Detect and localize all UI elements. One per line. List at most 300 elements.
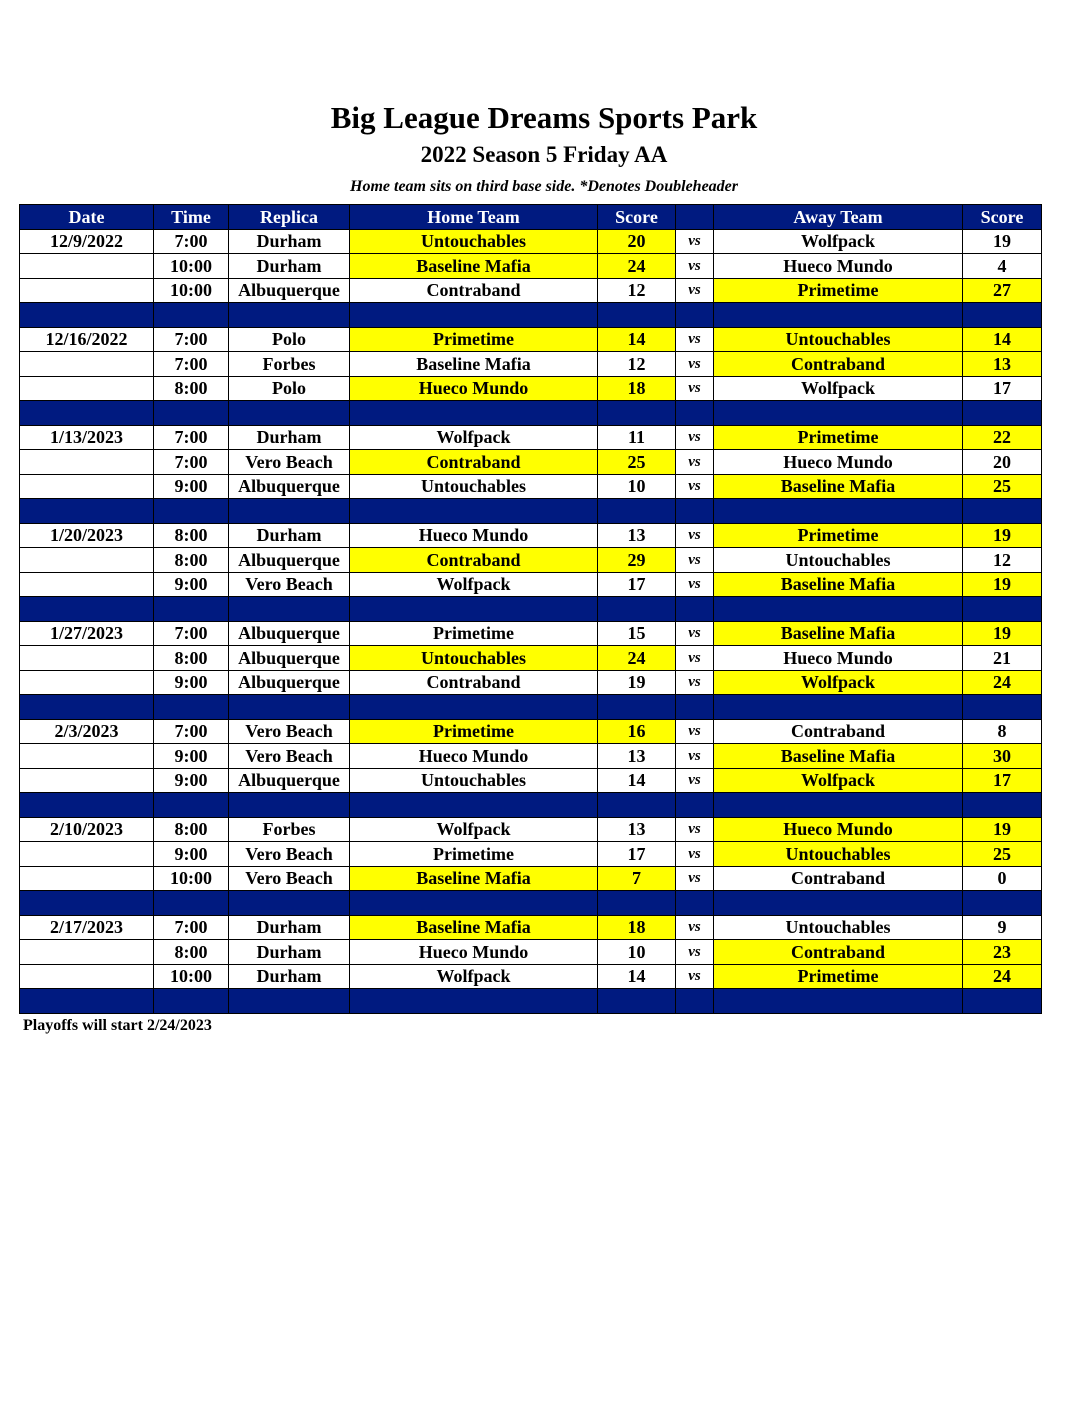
- time-cell: 7:00: [154, 621, 229, 646]
- separator-cell: [598, 989, 676, 1014]
- replica-cell: Albuquerque: [229, 548, 350, 573]
- home-score-cell: 14: [598, 964, 676, 989]
- date-cell: 2/3/2023: [20, 719, 154, 744]
- date-cell: 1/13/2023: [20, 425, 154, 450]
- separator-cell: [229, 597, 350, 622]
- home-team-cell: Hueco Mundo: [350, 523, 598, 548]
- away-score-cell: 13: [963, 352, 1042, 377]
- replica-cell: Vero Beach: [229, 450, 350, 475]
- vs-cell: vs: [676, 254, 714, 279]
- separator-cell: [963, 793, 1042, 818]
- table-row: [20, 450, 1042, 475]
- date-cell: [20, 940, 154, 965]
- home-score-cell: 17: [598, 572, 676, 597]
- away-team-cell: Untouchables: [714, 842, 963, 867]
- away-team-cell: Primetime: [714, 278, 963, 303]
- separator-cell: [598, 695, 676, 720]
- separator-cell: [20, 891, 154, 916]
- vs-cell: vs: [676, 646, 714, 671]
- separator-cell: [20, 695, 154, 720]
- away-team-cell: Hueco Mundo: [714, 646, 963, 671]
- separator-cell: [154, 989, 229, 1014]
- away-team-cell: Untouchables: [714, 915, 963, 940]
- separator-cell: [229, 695, 350, 720]
- home-score-cell: 14: [598, 327, 676, 352]
- separator-cell: [963, 401, 1042, 426]
- away-team-cell: Baseline Mafia: [714, 572, 963, 597]
- away-team-cell: Contraband: [714, 719, 963, 744]
- separator-cell: [676, 499, 714, 524]
- page-title: Big League Dreams Sports Park: [330, 100, 758, 135]
- separator-cell: [598, 891, 676, 916]
- separator-cell: [676, 891, 714, 916]
- separator-cell: [154, 499, 229, 524]
- table-header-row: [20, 205, 1042, 230]
- separator-cell: [229, 499, 350, 524]
- time-cell: 8:00: [154, 646, 229, 671]
- away-team-cell: Contraband: [714, 866, 963, 891]
- time-cell: 9:00: [154, 474, 229, 499]
- vs-cell: vs: [676, 866, 714, 891]
- home-team-cell: Wolfpack: [350, 572, 598, 597]
- separator-cell: [714, 793, 963, 818]
- time-cell: 10:00: [154, 278, 229, 303]
- home-score-cell: 10: [598, 940, 676, 965]
- table-row: [20, 646, 1042, 671]
- home-score-cell: 25: [598, 450, 676, 475]
- away-score-cell: 23: [963, 940, 1042, 965]
- date-cell: [20, 964, 154, 989]
- time-cell: 9:00: [154, 572, 229, 597]
- table-row: [20, 327, 1042, 352]
- time-cell: 8:00: [154, 548, 229, 573]
- separator-cell: [229, 401, 350, 426]
- table-row: [20, 621, 1042, 646]
- away-team-cell: Baseline Mafia: [714, 474, 963, 499]
- replica-cell: Vero Beach: [229, 842, 350, 867]
- replica-cell: Durham: [229, 523, 350, 548]
- separator-cell: [154, 597, 229, 622]
- away-score-cell: 24: [963, 670, 1042, 695]
- replica-cell: Vero Beach: [229, 866, 350, 891]
- home-score-cell: 12: [598, 352, 676, 377]
- replica-cell: Durham: [229, 229, 350, 254]
- away-score-cell: 27: [963, 278, 1042, 303]
- col-header-home-score: Score: [598, 205, 676, 230]
- separator-cell: [714, 303, 963, 328]
- home-team-cell: Primetime: [350, 327, 598, 352]
- separator-cell: [598, 303, 676, 328]
- date-cell: 1/20/2023: [20, 523, 154, 548]
- table-row: [20, 670, 1042, 695]
- replica-cell: Durham: [229, 915, 350, 940]
- time-cell: 7:00: [154, 229, 229, 254]
- away-score-cell: 19: [963, 817, 1042, 842]
- table-row: [20, 915, 1042, 940]
- separator-cell: [154, 891, 229, 916]
- separator-cell: [676, 401, 714, 426]
- separator-cell: [350, 303, 598, 328]
- date-cell: [20, 670, 154, 695]
- home-team-cell: Wolfpack: [350, 817, 598, 842]
- table-row: [20, 229, 1042, 254]
- separator-cell: [598, 793, 676, 818]
- time-cell: 7:00: [154, 327, 229, 352]
- time-cell: 10:00: [154, 866, 229, 891]
- home-score-cell: 18: [598, 915, 676, 940]
- home-score-cell: 11: [598, 425, 676, 450]
- home-score-cell: 20: [598, 229, 676, 254]
- vs-cell: vs: [676, 940, 714, 965]
- schedule-table: [19, 204, 1042, 1014]
- replica-cell: Durham: [229, 254, 350, 279]
- vs-cell: vs: [676, 670, 714, 695]
- week-separator-row: [20, 597, 1042, 622]
- separator-cell: [714, 891, 963, 916]
- col-header-away-team: Away Team: [714, 205, 963, 230]
- home-team-cell: Contraband: [350, 670, 598, 695]
- home-score-cell: 7: [598, 866, 676, 891]
- date-cell: [20, 768, 154, 793]
- separator-cell: [963, 695, 1042, 720]
- home-team-cell: Hueco Mundo: [350, 940, 598, 965]
- col-header-date: Date: [20, 205, 154, 230]
- home-team-cell: Untouchables: [350, 474, 598, 499]
- table-row: [20, 548, 1042, 573]
- time-cell: 8:00: [154, 523, 229, 548]
- date-cell: 2/10/2023: [20, 817, 154, 842]
- away-team-cell: Primetime: [714, 425, 963, 450]
- separator-cell: [350, 989, 598, 1014]
- replica-cell: Albuquerque: [229, 474, 350, 499]
- schedule-note: Home team sits on third base side. *Denotes Doubleheader: [350, 178, 738, 195]
- away-team-cell: Contraband: [714, 940, 963, 965]
- time-cell: 7:00: [154, 352, 229, 377]
- time-cell: 10:00: [154, 964, 229, 989]
- vs-cell: vs: [676, 621, 714, 646]
- time-cell: 10:00: [154, 254, 229, 279]
- away-team-cell: Untouchables: [714, 327, 963, 352]
- away-team-cell: Wolfpack: [714, 768, 963, 793]
- away-score-cell: 19: [963, 523, 1042, 548]
- separator-cell: [963, 303, 1042, 328]
- home-team-cell: Wolfpack: [350, 964, 598, 989]
- home-score-cell: 10: [598, 474, 676, 499]
- separator-cell: [350, 695, 598, 720]
- home-score-cell: 18: [598, 376, 676, 401]
- away-score-cell: 19: [963, 621, 1042, 646]
- replica-cell: Vero Beach: [229, 744, 350, 769]
- vs-cell: vs: [676, 425, 714, 450]
- date-cell: [20, 376, 154, 401]
- away-score-cell: 21: [963, 646, 1042, 671]
- separator-cell: [676, 597, 714, 622]
- separator-cell: [598, 401, 676, 426]
- home-team-cell: Wolfpack: [350, 425, 598, 450]
- playoffs-note: Playoffs will start 2/24/2023: [23, 1017, 212, 1034]
- week-separator-row: [20, 303, 1042, 328]
- table-row: [20, 768, 1042, 793]
- home-score-cell: 15: [598, 621, 676, 646]
- date-cell: 1/27/2023: [20, 621, 154, 646]
- home-team-cell: Primetime: [350, 842, 598, 867]
- away-team-cell: Hueco Mundo: [714, 254, 963, 279]
- vs-cell: vs: [676, 768, 714, 793]
- separator-cell: [676, 793, 714, 818]
- vs-cell: vs: [676, 278, 714, 303]
- schedule-body: [20, 229, 1042, 1013]
- time-cell: 8:00: [154, 376, 229, 401]
- home-team-cell: Untouchables: [350, 229, 598, 254]
- away-score-cell: 4: [963, 254, 1042, 279]
- week-separator-row: [20, 401, 1042, 426]
- away-team-cell: Hueco Mundo: [714, 450, 963, 475]
- home-score-cell: 17: [598, 842, 676, 867]
- separator-cell: [20, 793, 154, 818]
- date-cell: [20, 646, 154, 671]
- separator-cell: [229, 793, 350, 818]
- home-score-cell: 13: [598, 523, 676, 548]
- vs-cell: vs: [676, 327, 714, 352]
- replica-cell: Albuquerque: [229, 646, 350, 671]
- vs-cell: vs: [676, 450, 714, 475]
- replica-cell: Polo: [229, 327, 350, 352]
- separator-cell: [350, 401, 598, 426]
- home-score-cell: 16: [598, 719, 676, 744]
- home-team-cell: Contraband: [350, 548, 598, 573]
- vs-cell: vs: [676, 523, 714, 548]
- table-row: [20, 964, 1042, 989]
- separator-cell: [20, 597, 154, 622]
- replica-cell: Durham: [229, 940, 350, 965]
- replica-cell: Vero Beach: [229, 719, 350, 744]
- season-subtitle: 2022 Season 5 Friday AA: [420, 142, 668, 167]
- away-score-cell: 0: [963, 866, 1042, 891]
- table-row: [20, 719, 1042, 744]
- separator-cell: [963, 597, 1042, 622]
- separator-cell: [676, 989, 714, 1014]
- away-team-cell: Wolfpack: [714, 376, 963, 401]
- away-score-cell: 25: [963, 842, 1042, 867]
- date-cell: [20, 572, 154, 597]
- replica-cell: Vero Beach: [229, 572, 350, 597]
- separator-cell: [350, 891, 598, 916]
- time-cell: 7:00: [154, 915, 229, 940]
- date-cell: [20, 474, 154, 499]
- home-score-cell: 19: [598, 670, 676, 695]
- away-score-cell: 8: [963, 719, 1042, 744]
- vs-cell: vs: [676, 842, 714, 867]
- col-header-replica: Replica: [229, 205, 350, 230]
- home-team-cell: Baseline Mafia: [350, 915, 598, 940]
- separator-cell: [350, 793, 598, 818]
- table-row: [20, 523, 1042, 548]
- home-team-cell: Baseline Mafia: [350, 866, 598, 891]
- date-cell: [20, 278, 154, 303]
- week-separator-row: [20, 695, 1042, 720]
- vs-cell: vs: [676, 474, 714, 499]
- col-header-away-score: Score: [963, 205, 1042, 230]
- vs-cell: vs: [676, 548, 714, 573]
- vs-cell: vs: [676, 964, 714, 989]
- away-team-cell: Baseline Mafia: [714, 744, 963, 769]
- time-cell: 9:00: [154, 842, 229, 867]
- separator-cell: [350, 499, 598, 524]
- separator-cell: [20, 499, 154, 524]
- away-score-cell: 17: [963, 376, 1042, 401]
- home-score-cell: 24: [598, 646, 676, 671]
- time-cell: 9:00: [154, 768, 229, 793]
- vs-cell: vs: [676, 744, 714, 769]
- separator-cell: [20, 989, 154, 1014]
- table-row: [20, 425, 1042, 450]
- date-cell: 12/16/2022: [20, 327, 154, 352]
- time-cell: 9:00: [154, 670, 229, 695]
- time-cell: 8:00: [154, 940, 229, 965]
- home-team-cell: Untouchables: [350, 768, 598, 793]
- away-score-cell: 19: [963, 572, 1042, 597]
- time-cell: 7:00: [154, 719, 229, 744]
- away-score-cell: 30: [963, 744, 1042, 769]
- separator-cell: [229, 989, 350, 1014]
- separator-cell: [20, 401, 154, 426]
- separator-cell: [229, 891, 350, 916]
- table-row: [20, 352, 1042, 377]
- away-score-cell: 17: [963, 768, 1042, 793]
- home-team-cell: Hueco Mundo: [350, 376, 598, 401]
- home-team-cell: Baseline Mafia: [350, 352, 598, 377]
- away-team-cell: Hueco Mundo: [714, 817, 963, 842]
- separator-cell: [676, 695, 714, 720]
- table-row: [20, 842, 1042, 867]
- vs-cell: vs: [676, 376, 714, 401]
- home-team-cell: Primetime: [350, 621, 598, 646]
- date-cell: [20, 450, 154, 475]
- date-cell: [20, 548, 154, 573]
- table-row: [20, 376, 1042, 401]
- home-score-cell: 14: [598, 768, 676, 793]
- separator-cell: [714, 499, 963, 524]
- home-team-cell: Hueco Mundo: [350, 744, 598, 769]
- separator-cell: [154, 401, 229, 426]
- separator-cell: [154, 695, 229, 720]
- table-row: [20, 474, 1042, 499]
- separator-cell: [714, 401, 963, 426]
- time-cell: 8:00: [154, 817, 229, 842]
- date-cell: [20, 842, 154, 867]
- date-cell: [20, 352, 154, 377]
- home-team-cell: Primetime: [350, 719, 598, 744]
- separator-cell: [20, 303, 154, 328]
- date-cell: 12/9/2022: [20, 229, 154, 254]
- vs-cell: vs: [676, 352, 714, 377]
- away-team-cell: Primetime: [714, 964, 963, 989]
- home-team-cell: Contraband: [350, 450, 598, 475]
- vs-cell: vs: [676, 915, 714, 940]
- week-separator-row: [20, 793, 1042, 818]
- vs-cell: vs: [676, 719, 714, 744]
- away-team-cell: Contraband: [714, 352, 963, 377]
- separator-cell: [598, 597, 676, 622]
- table-row: [20, 278, 1042, 303]
- date-cell: 2/17/2023: [20, 915, 154, 940]
- col-header-time: Time: [154, 205, 229, 230]
- replica-cell: Albuquerque: [229, 768, 350, 793]
- vs-cell: vs: [676, 817, 714, 842]
- date-cell: [20, 254, 154, 279]
- separator-cell: [714, 695, 963, 720]
- away-score-cell: 14: [963, 327, 1042, 352]
- replica-cell: Albuquerque: [229, 621, 350, 646]
- separator-cell: [154, 793, 229, 818]
- time-cell: 7:00: [154, 450, 229, 475]
- replica-cell: Polo: [229, 376, 350, 401]
- replica-cell: Albuquerque: [229, 278, 350, 303]
- separator-cell: [714, 989, 963, 1014]
- separator-cell: [963, 989, 1042, 1014]
- home-score-cell: 24: [598, 254, 676, 279]
- away-score-cell: 20: [963, 450, 1042, 475]
- week-separator-row: [20, 499, 1042, 524]
- separator-cell: [598, 499, 676, 524]
- week-separator-row: [20, 989, 1042, 1014]
- home-score-cell: 29: [598, 548, 676, 573]
- time-cell: 7:00: [154, 425, 229, 450]
- separator-cell: [676, 303, 714, 328]
- away-score-cell: 12: [963, 548, 1042, 573]
- table-row: [20, 254, 1042, 279]
- away-score-cell: 9: [963, 915, 1042, 940]
- week-separator-row: [20, 891, 1042, 916]
- table-row: [20, 940, 1042, 965]
- vs-cell: vs: [676, 229, 714, 254]
- away-team-cell: Baseline Mafia: [714, 621, 963, 646]
- away-team-cell: Wolfpack: [714, 670, 963, 695]
- vs-cell: vs: [676, 572, 714, 597]
- col-header-vs: [676, 205, 714, 230]
- away-score-cell: 19: [963, 229, 1042, 254]
- separator-cell: [350, 597, 598, 622]
- home-team-cell: Baseline Mafia: [350, 254, 598, 279]
- table-row: [20, 572, 1042, 597]
- col-header-home-team: Home Team: [350, 205, 598, 230]
- replica-cell: Forbes: [229, 817, 350, 842]
- home-score-cell: 12: [598, 278, 676, 303]
- date-cell: [20, 744, 154, 769]
- away-score-cell: 25: [963, 474, 1042, 499]
- separator-cell: [714, 597, 963, 622]
- away-score-cell: 24: [963, 964, 1042, 989]
- replica-cell: Albuquerque: [229, 670, 350, 695]
- away-team-cell: Primetime: [714, 523, 963, 548]
- away-team-cell: Untouchables: [714, 548, 963, 573]
- replica-cell: Forbes: [229, 352, 350, 377]
- separator-cell: [963, 499, 1042, 524]
- table-row: [20, 866, 1042, 891]
- table-row: [20, 744, 1042, 769]
- replica-cell: Durham: [229, 964, 350, 989]
- away-team-cell: Wolfpack: [714, 229, 963, 254]
- home-score-cell: 13: [598, 817, 676, 842]
- home-team-cell: Untouchables: [350, 646, 598, 671]
- table-row: [20, 817, 1042, 842]
- away-score-cell: 22: [963, 425, 1042, 450]
- separator-cell: [229, 303, 350, 328]
- time-cell: 9:00: [154, 744, 229, 769]
- home-team-cell: Contraband: [350, 278, 598, 303]
- date-cell: [20, 866, 154, 891]
- home-score-cell: 13: [598, 744, 676, 769]
